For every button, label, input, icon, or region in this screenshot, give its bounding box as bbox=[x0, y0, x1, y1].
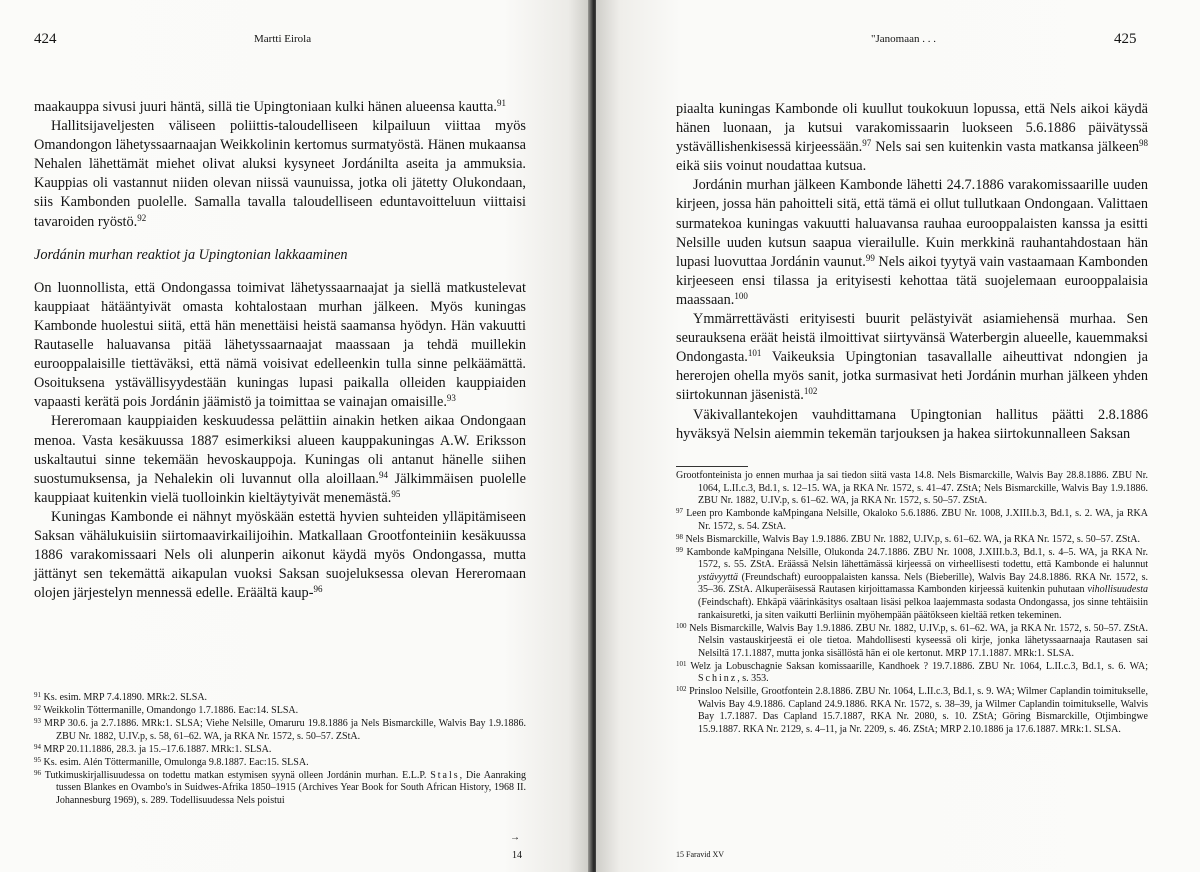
paragraph: Väkivallantekojen vauhdittamana Upingtonian hallitus päätti 2.8.1886 hyväksyä Nelsin aiemmin tekemän tarjouksen ja hakea siirtokunnalleen Saksan bbox=[676, 406, 1148, 442]
paragraph: piaalta kuningas Kambonde oli kuullut toukokuun lopussa, että Nels aikoi käydä hänen luonaan, ja kutsui varakomissaarin luokseen 5.6.1886 päivätyssä ystävällishenkisessä kirjeessään.$^{97}$ Nels sai sen kuitenkin vasta matkansa jälkeen$^{98}$ eikä siis voinut noudattaa kutsua. bbox=[676, 101, 1148, 175]
footnote: Grootfonteinista jo ennen murhaa ja sai tiedon siitä vasta 14.8. Nels Bismarckille, Walvis Bay 28.8.1886. ZBU Nr. 1064, L.II.c.3, Bd.1, s. 12–15. WA, ja RKA Nr. 1572, s. 41–47. ZStA; Nels Bismarckille, Walvis Bay 1.9.1886. ZBU Nr. 1882, U.IV.p, s. 61–62. WA, ja RKA Nr. 1572, s. 50–57. ZStA. bbox=[676, 470, 1148, 507]
left-page-number: 424 bbox=[34, 31, 57, 47]
footnote: $^{91}$ Ks. esim. MRP 7.4.1890. MRk:2. SLSA. bbox=[34, 691, 208, 703]
left-footnotes bbox=[34, 692, 526, 808]
footnote-ref: 96 bbox=[313, 584, 323, 595]
footnote-ref: 93 bbox=[446, 393, 456, 404]
left-body-text bbox=[34, 98, 526, 603]
footnote-ref: 98 bbox=[1139, 138, 1148, 149]
left-signature-mark: 14 bbox=[512, 850, 522, 861]
section-heading: Jordánin murhan reaktiot ja Upingtonian lakkaaminen bbox=[34, 246, 348, 263]
footnote-ref: 97 bbox=[862, 138, 872, 149]
right-running-header: "Janomaan . . . bbox=[871, 33, 936, 45]
footnote: $^{99}$ Kambonde kaMpingana Nelsille, Olukonda 24.7.1886. ZBU Nr. 1008, J.XIII.b.3, Bd.1, s. 4–5. WA, ja RKA Nr. 1572, s. 55. ZStA. Eräässä Nelsin lähettämässä kirjeessä on virheellisesti todettu, että Kambonde ei halunnut ystävyyttä (Freundschaft) eurooppalaisten kanssa. Nels (Bieberille), Walvis Bay 24.8.1886. RKA Nr. 1572, s. 35–36. ZStA. Alkuperäisessä Rautasen kirjoittamassa Kambonden kirjeessä kuitenkin puhutaan vihollisuudesta (Feindschaft). Ehkäpä väärinkäsitys osaltaan lisäsi pelkoa laajemmasta sodasta Ondongassa, jos sinne tehtäisiin rankaisuretki, ja siten vaikutti Berliinin myöhempään päätökseen kieltää retken tekeminen. bbox=[676, 545, 1149, 621]
footnote-ref: 91 bbox=[496, 98, 506, 108]
paragraph: Hereromaan kauppiaiden keskuudessa pelättiin ainakin hetken aikaa Ondongaan menoa. Vasta kesäkuussa 1887 esimerkiksi alueen kauppakuningas A.W. Eriksson uskaltautui sinne tekemään hevoskauppoja. Kuningas oli antanut hänelle siihen suostumuksensa, ja Nehalekin oli luvannut olla aloillaan.$^{94}$ Jälkimmäisen puolelle kauppiaat kuitenkin vielä tuolloinkin kieltäytyivät menemästä.$^{95}$ bbox=[34, 413, 526, 506]
left-running-header: Martti Eirola bbox=[254, 33, 312, 45]
footnote: $^{96}$ Tutkimuskirjallisuudessa on todettu matkan estymisen syynä olleen Jordánin murhan. E.L.P. Stals, Die Aanraking tussen Blankes en Ovambo's in Suidwes-Afrika 1850–1915 (Archives Year Book for South African History, 1968 II. Johannesburg 1969), s. 289. Todellisuudessa Nels poistui bbox=[34, 768, 527, 806]
footnote-ref: 94 bbox=[378, 469, 388, 480]
footnote: $^{93}$ MRP 30.6. ja 2.7.1886. MRk:1. SLSA; Viehe Nelsille, Omaruru 19.8.1886 ja Nels Bismarckille, Walvis Bay 1.9.1886. ZBU Nr. 1882, U.IV.p, s. 58, 61–62. WA, ja RKA Nr. 1572, s. 50–57. ZStA. bbox=[34, 717, 527, 742]
right-signature-mark: 15 Faravid XV bbox=[676, 850, 724, 859]
right-page bbox=[596, 0, 1200, 872]
footnote-rule bbox=[676, 466, 748, 467]
paragraph: Jordánin murhan jälkeen Kambonde lähetti 24.7.1886 varakomissaarille uuden kirjeen, jossa hän pahoitteli sitä, että tämä ei ollut tullutkaan Ondongaan. Valittaen surmatekoa kuningas vakuutti haluavansa rauhaa eurooppalaisten kanssa ja esitti Nelsille uuden kutsun saapua vierailulle. Kuin merkkinä rauhantahdostaan hän lupasi luovuttaa Jordánin vaunut.$^{99}$ Nels aikoi tyytyä vain vastaamaan Kambonden kirjeeseen ensi tilassa ja erityisesti kehottaa tätä suojelemaan eurooppalaisia maassaan.$^{100}$ bbox=[676, 177, 1149, 308]
footnote: $^{100}$ Nels Bismarckille, Walvis Bay 1.9.1886. ZBU Nr. 1882, U.IV.p, s. 61–62. WA, ja RKA Nr. 1572, s. 50–57. ZStA. Nelsin vastauskirjeestä ei ole tietoa. Mahdollisesti kyseessä oli kirje, jonka lähetyssaarnaaja Rautasen sai Nelsiltä 17.1.1887, mutta jonka sisällöstä hän ei ole kertonut. MRP 17.1.1887. MRk:1. SLSA. bbox=[676, 621, 1149, 659]
paragraph: Kuningas Kambonde ei nähnyt myöskään estettä hyvien suhteiden ylläpitämiseen Saksan vähälukuisiin siirtomaavirkailijoihin. Matkallaan Grootfonteiniin kesäkuussa 1886 varakomissaari Nels oli alunperin aikonut käydä myös Ondongassa, mutta jättänyt sen tekemättä aikapulan vuoksi Saksan suojeluksessa olevan Hereromaan olojen järjestelyn mennessä edelle. Eräältä kaup-$^{96}$ bbox=[34, 508, 526, 602]
paragraph: Hallitsijaveljesten väliseen poliittis-taloudelliseen kilpailuun viittaa myös Omandongon lähetyssaarnaajan Weikkolinin kertomus surmatyöstä. Hänen mukaansa Nehalen lähettämät miehet olivat aluksi kysyneet Jordánilta aseita ja ammuksia. Kauppias oli vastannut niiden olevan niissä vaunuissa, jotka oli jätetty Olukondaan, siis Kambonden puolelle. Samalla tavalla taloudelliseen eduntavoitteluun viittaisi tavaroiden ryöstö.$^{92}$ bbox=[34, 118, 526, 230]
left-page bbox=[0, 0, 592, 872]
paragraph: maakauppa sivusi juuri häntä, sillä tie Upingtoniaan kulki hänen alueensa kautta.$^{91}$ bbox=[34, 98, 506, 115]
footnote: $^{98}$ Nels Bismarckille, Walvis Bay 1.9.1886. ZBU Nr. 1882, U.IV.p, s. 61–62. WA, ja RKA Nr. 1572, s. 50–57. ZStA. bbox=[676, 532, 1140, 545]
footnote: $^{94}$ MRP 20.11.1886, 28.3. ja 15.–17.6.1887. MRk:1. SLSA. bbox=[34, 742, 272, 755]
right-page-number: 425 bbox=[1114, 31, 1137, 47]
paragraph: Ymmärrettävästi erityisesti buurit pelästyivät asiamiehensä murhaa. Sen seurauksena eräät heistä ilmoittivat siirtyvänsä Waterbergin alueelle, kauemmaksi Ondongasta.$^{101}$ Vaikeuksia Upingtonian tasavallalle aiheuttivat ndongien ja hererojen ohella myös sanit, jotka surmasivat heti Jordánin murhan jälkeen yhden siirtokunnan jäsenistä.$^{102}$ bbox=[676, 311, 1148, 404]
footnote: $^{95}$ Ks. esim. Alén Töttermanille, Omulonga 9.8.1887. Eac:15. SLSA. bbox=[34, 755, 309, 768]
footnote: $^{92}$ Weikkolin Töttermanille, Omandongo 1.7.1886. Eac:14. SLSA. bbox=[34, 704, 299, 717]
paragraph: On luonnollista, että Ondongassa toimivat lähetyssaarnaajat ja siellä matkustelevat kauppiaat hätääntyivät omasta kohtalostaan murhan jälkeen. Myös kuningas Kambonde huolestui siitä, että hän menettäisi heistä saamansa hyödyn. Hän vakuutti Rautaselle haluavansa pitää lähetyssaarnaajat maassaan ja tehdä muillekin eurooppalaisille tiettäväksi, että nämä voisivat edelleenkin tulla sinne pelkäämättä. Osoituksena ystävällisyydestään kuningas lupasi paikalla olleiden kauppiaiden vapaasti kerätä pois Jordánin jäämistö ja toimittaa se vainajan omaisille.$^{93}$ bbox=[34, 279, 526, 411]
footnote-ref: 102 bbox=[803, 386, 818, 397]
right-footnotes bbox=[676, 470, 1148, 737]
right-body-text bbox=[676, 100, 1148, 444]
footnote: $^{101}$ Welz ja Lobuschagnie Saksan komissaarille, Kandhoek ? 19.7.1886. ZBU Nr. 1064, L.II.c.3, Bd.1, s. 6. WA; Schinz, s. 353. bbox=[676, 659, 1148, 685]
footnote-ref: 100 bbox=[734, 290, 748, 301]
footnote: $^{102}$ Prinsloo Nelsille, Grootfontein 2.8.1886. ZBU Nr. 1064, L.II.c.3, Bd.1, s. 9. WA; Wilmer Caplandin toimitukselle, Walvis Bay 4.9.1886. Capland 24.9.1886. RKA Nr. 1572, s. 38–39, ja Wilmer Caplandin toimitukselle, Walvis Bay 1.7.1887. Das Capland 15.7.1887, RKA Nr. 2080, s. 10. ZStA; Göring Bismarckille, Otjimbingwe 15.9.1887. RKA Nr. 2129, s. 4–11, ja Nr. 2209, s. 46. ZStA; MRP 2.10.1886 ja 17.6.1887. MRk:1. SLSA. bbox=[676, 685, 1148, 735]
footnote-ref: 92 bbox=[137, 212, 147, 223]
footnote-ref: 101 bbox=[747, 348, 762, 359]
footnote-ref: 99 bbox=[865, 252, 875, 263]
footnote-ref: 95 bbox=[391, 488, 401, 499]
footnote: $^{97}$ Leen pro Kambonde kaMpingana Nelsille, Okaloko 5.6.1886. ZBU Nr. 1008, J.XIII.b.3, Bd.1, s. 2. WA, ja RKA Nr. 1572, s. 54. ZStA. bbox=[676, 507, 1148, 532]
continue-arrow: → bbox=[510, 832, 520, 843]
